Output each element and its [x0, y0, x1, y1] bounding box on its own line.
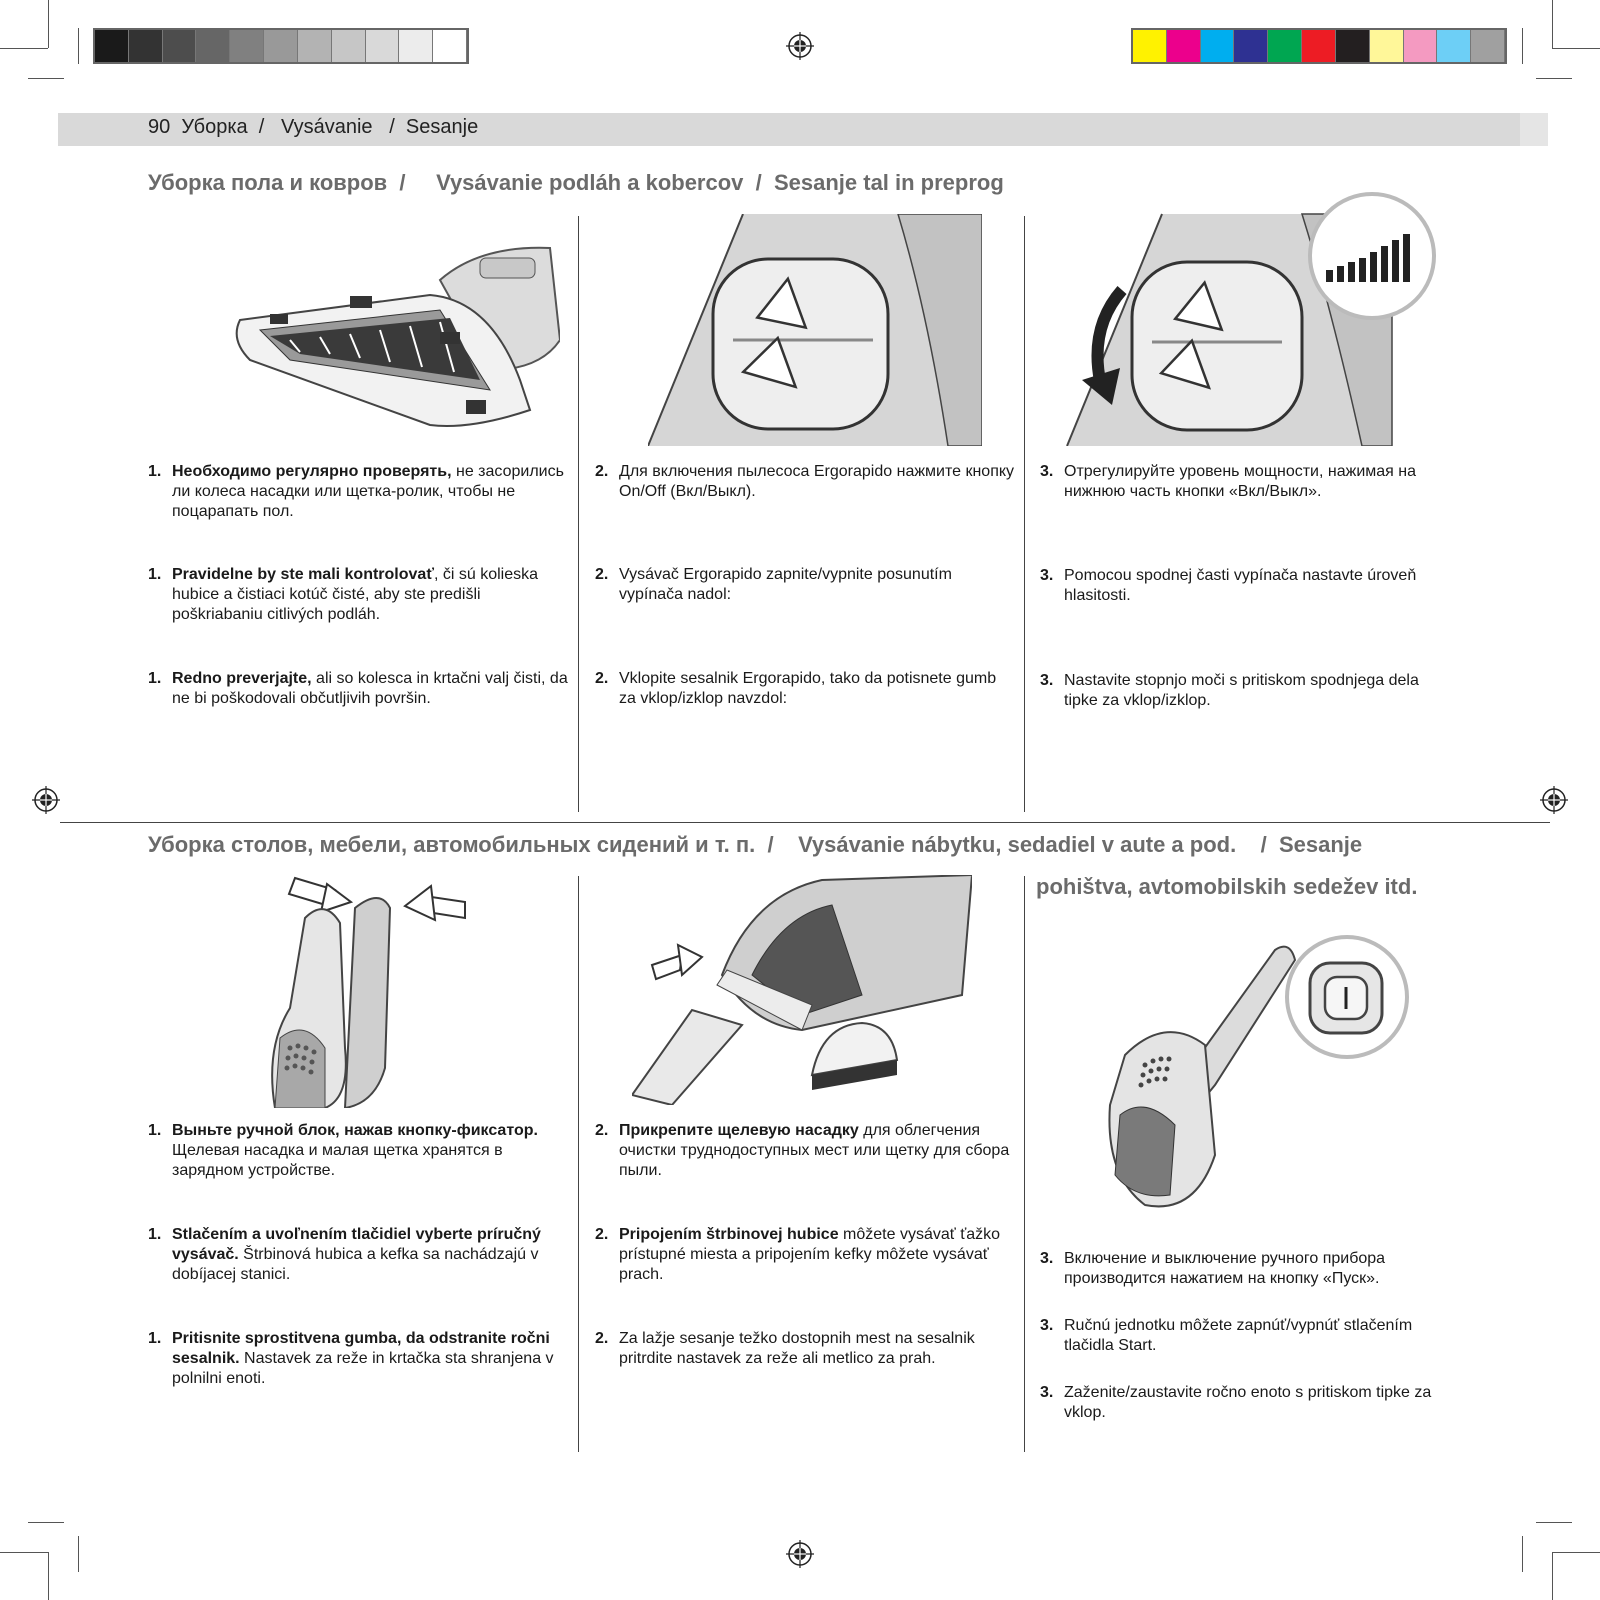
gray-calibration-bar [93, 28, 469, 64]
crop-mark [1552, 0, 1553, 48]
breadcrumb-ru: Уборка [181, 116, 248, 138]
color-swatch [95, 30, 129, 62]
color-swatch [1133, 30, 1167, 62]
color-swatch [196, 30, 230, 62]
color-swatch [366, 30, 400, 62]
color-swatch [129, 30, 163, 62]
color-calibration-bar [1131, 28, 1507, 64]
step-2-sl: 2. Za lažje sesanje težko dostopnih mest na sesalnik pritrdite nastavek za reže ali metlico za prah. [595, 1330, 975, 1367]
arrow-icon [652, 955, 682, 979]
registration-mark-icon [1540, 786, 1568, 814]
color-swatch [1404, 30, 1438, 62]
crevice-tool-illustration [632, 875, 972, 1105]
step-1-sl: 1. Redno preverjajte, ali so kolesca in krtačni valj čisti, da ne bi poškodovali občutljivih površin. [148, 670, 568, 707]
color-swatch [1302, 30, 1336, 62]
header-band-accent [1520, 113, 1548, 146]
column-divider [1024, 876, 1025, 1452]
crop-mark [48, 0, 49, 48]
color-swatch [1234, 30, 1268, 62]
breadcrumb-sl: Sesanje [405, 116, 479, 138]
section2-title: Уборка столов, мебели, автомобильных сидений и т. п. / Vysávanie nábytku, sedadiel v aute a pod. / Sesanje [148, 832, 1363, 857]
color-swatch [298, 30, 332, 62]
step-2-sl: 2. Vklopite sesalnik Ergorapido, tako da potisnete gumb za vklop/izklop navzdol: [595, 670, 997, 707]
breadcrumb: 90 Уборка / Vysávanie / Sesanje [148, 116, 479, 138]
nozzle-illustration [230, 240, 560, 440]
color-swatch [1471, 30, 1505, 62]
step-2-sk: 2. Vysávač Ergorapido zapnite/vypnite posunutím vypínača nadol: [595, 566, 952, 603]
color-swatch [1336, 30, 1370, 62]
step-3-sk: 3. Ručnú jednotku môžete zapnúť/vypnúť stlačením tlačidla Start. [1040, 1317, 1413, 1354]
step-1-ru: 1. Выньте ручной блок, нажав кнопку-фиксатор. Щелевая насадка и малая щетка хранятся в зарядном устройстве. [148, 1122, 538, 1179]
color-swatch [1437, 30, 1471, 62]
color-swatch [399, 30, 433, 62]
crop-mark [1522, 28, 1523, 64]
crop-mark [1552, 1552, 1553, 1600]
page-number: 90 [148, 116, 171, 138]
step-3-sl: 3. Nastavite stopnjo moči s pritiskom spodnjega dela tipke za vklop/izklop. [1040, 672, 1419, 709]
crop-mark [0, 48, 48, 49]
step-3-sl: 3. Zaženite/zaustavite ročno enoto s pritiskom tipke za vklop. [1040, 1384, 1432, 1421]
color-swatch [163, 30, 197, 62]
color-swatch [1268, 30, 1302, 62]
step-3-ru: 3. Включение и выключение ручного прибора производится нажатием на кнопку «Пуск». [1040, 1250, 1386, 1287]
crop-mark [1536, 78, 1572, 79]
color-swatch [433, 30, 467, 62]
section2-title-cont: pohištva, avtomobilskih sedežev itd. [1036, 874, 1418, 899]
crop-mark [48, 1552, 49, 1600]
power-button-illustration [648, 214, 982, 446]
start-button-illustration [1095, 935, 1415, 1215]
crop-mark [28, 1522, 64, 1523]
step-2-ru: 2. Для включения пылесоса Ergorapido нажмите кнопку On/Off (Вкл/Выкл). [595, 463, 1015, 500]
color-swatch [332, 30, 366, 62]
crop-mark [1552, 1552, 1600, 1553]
crop-mark [1522, 1536, 1523, 1572]
crop-mark [28, 78, 64, 79]
column-divider [578, 876, 579, 1452]
section1-title: Уборка пола и ковров / Vysávanie podláh a kobercov / Sesanje tal in preprog [148, 170, 1004, 195]
handheld-removal-illustration [265, 868, 480, 1108]
step-3-sk: 3. Pomocou spodnej časti vypínača nastavte úroveň hlasitosti. [1040, 567, 1417, 604]
registration-mark-icon [786, 32, 814, 60]
column-divider [1024, 216, 1025, 812]
color-swatch [230, 30, 264, 62]
step-1-sk: 1. Pravidelne by ste mali kontrolovať, či sú kolieska hubice a čistiaci kotúč čisté, aby ste predišli poškriabaniu citlivých podláh. [148, 566, 539, 623]
step-1-sk: 1. Stlačením a uvoľnením tlačidiel vyberte príručný vysávač. Štrbinová hubica a kefka sa nachádzajú v dobíjacej stanici. [148, 1226, 541, 1283]
crop-mark [78, 28, 79, 64]
crop-mark [1536, 1522, 1572, 1523]
step-2-ru: 2. Прикрепите щелевую насадку для облегчения очистки труднодоступных мест или щетку для сбора пыли. [595, 1122, 1010, 1179]
step-2-sk: 2. Pripojením štrbinovej hubice môžete vysávať ťažko prístupné miesta a pripojením kefky môžete vysávať prach. [595, 1226, 1000, 1283]
color-swatch [1167, 30, 1201, 62]
column-divider [578, 216, 579, 812]
crop-mark [78, 1536, 79, 1572]
power-level-illustration [1062, 190, 1442, 446]
step-1-sl: 1. Pritisnite sprostitvena gumba, da odstranite ročni sesalnik. Nastavek za reže in krtačka sta shranjena v polnilni enoti. [148, 1330, 554, 1387]
section-divider [60, 822, 1550, 823]
color-swatch [1201, 30, 1235, 62]
crop-mark [0, 1552, 48, 1553]
color-swatch [1370, 30, 1404, 62]
step-1-ru: 1. Необходимо регулярно проверять, не засорились ли колеса насадки или щетка-ролик, чтобы не поцарапать пол. [148, 463, 564, 520]
breadcrumb-sk: Vysávanie [281, 116, 373, 138]
step-3-ru: 3. Отрегулируйте уровень мощности, нажимая на нижнюю часть кнопки «Вкл/Выкл». [1040, 463, 1416, 500]
crop-mark [1552, 48, 1600, 49]
registration-mark-icon [786, 1540, 814, 1568]
registration-mark-icon [32, 786, 60, 814]
color-swatch [264, 30, 298, 62]
